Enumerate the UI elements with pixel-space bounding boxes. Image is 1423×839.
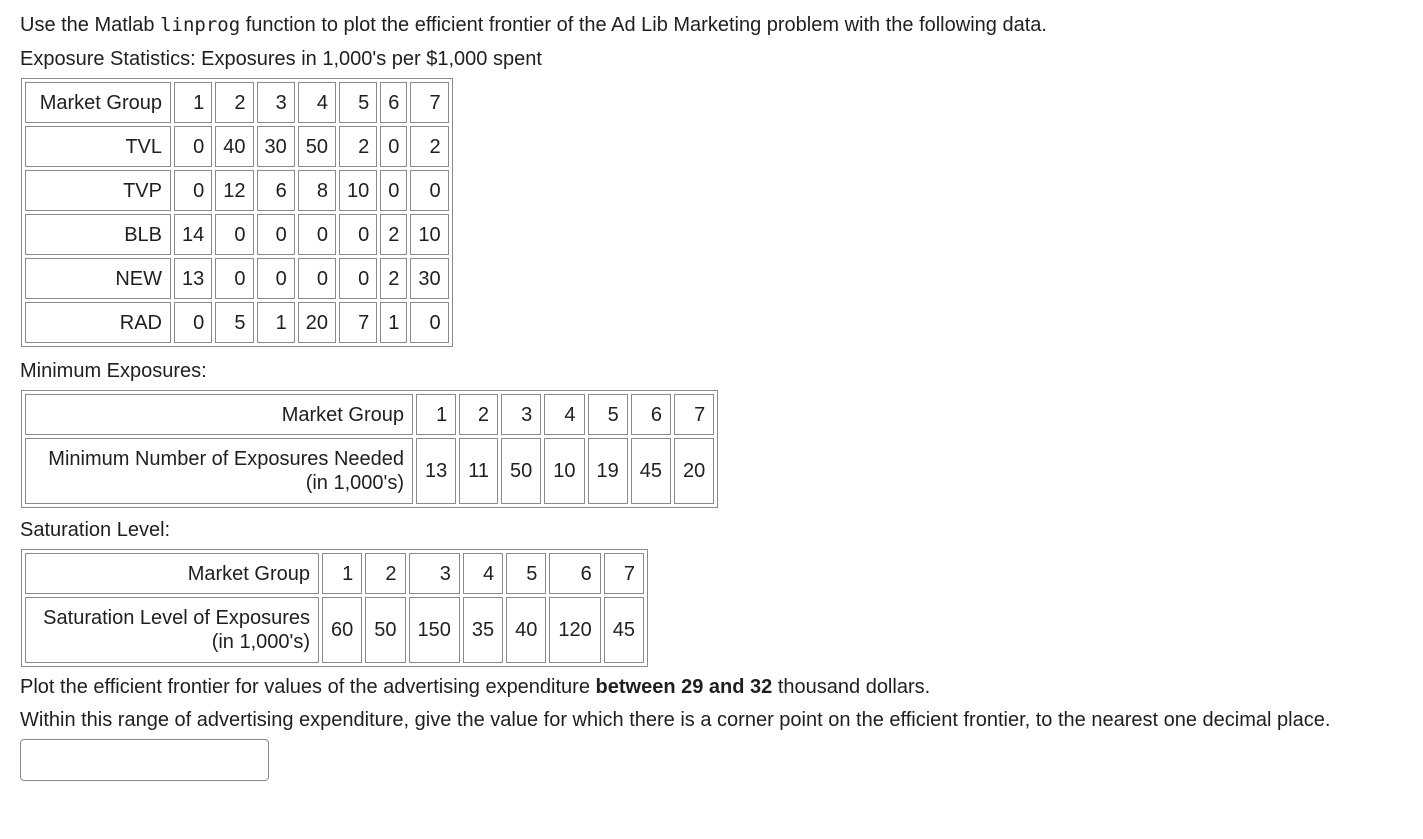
minimum-caption: Minimum Exposures: xyxy=(20,360,207,382)
exposure-group: 7 xyxy=(410,82,448,123)
minimum-header-label: Market Group xyxy=(25,394,413,435)
minimum-values-row xyxy=(25,438,714,504)
cell: 2 xyxy=(339,126,377,167)
saturation-value: 150 xyxy=(409,597,460,663)
saturation-header-label: Market Group xyxy=(25,553,319,594)
exposure-row-tvl xyxy=(25,126,449,167)
cell: 7 xyxy=(339,302,377,343)
minimum-row-label-line1: Minimum Number of Exposures Needed xyxy=(48,448,404,470)
cell: 0 xyxy=(257,214,295,255)
cell: 5 xyxy=(215,302,253,343)
intro-after: function to plot the efficient frontier of the Ad Lib Marketing problem with the following data. xyxy=(240,14,1047,36)
cell: 0 xyxy=(174,302,212,343)
plot-after: thousand dollars. xyxy=(772,676,931,698)
cell: 0 xyxy=(410,302,448,343)
exposure-group: 3 xyxy=(257,82,295,123)
saturation-group: 5 xyxy=(506,553,546,594)
minimum-group: 4 xyxy=(544,394,584,435)
saturation-value: 45 xyxy=(604,597,644,663)
saturation-group: 4 xyxy=(463,553,503,594)
cell: 0 xyxy=(174,126,212,167)
cell: 2 xyxy=(380,258,407,299)
saturation-group: 2 xyxy=(365,553,405,594)
cell: 0 xyxy=(410,170,448,211)
minimum-table xyxy=(21,390,718,508)
row-label: TVP xyxy=(25,170,171,211)
cell: 0 xyxy=(215,214,253,255)
minimum-group: 3 xyxy=(501,394,541,435)
saturation-caption: Saturation Level: xyxy=(20,519,171,541)
cell: 0 xyxy=(380,126,407,167)
cell: 12 xyxy=(215,170,253,211)
exposure-row-tvp xyxy=(25,170,449,211)
minimum-value: 45 xyxy=(631,438,671,504)
cell: 6 xyxy=(257,170,295,211)
exposure-header-row xyxy=(25,82,449,123)
minimum-value: 19 xyxy=(588,438,628,504)
row-label: BLB xyxy=(25,214,171,255)
exposure-group: 2 xyxy=(215,82,253,123)
saturation-group: 6 xyxy=(549,553,600,594)
minimum-row-label xyxy=(25,438,413,504)
minimum-row-label-line2: (in 1,000's) xyxy=(305,472,404,494)
saturation-row-label xyxy=(25,597,319,663)
intro-code: linprog xyxy=(160,14,241,36)
exposure-row-rad xyxy=(25,302,449,343)
exposure-group: 5 xyxy=(339,82,377,123)
cell: 0 xyxy=(257,258,295,299)
row-label: NEW xyxy=(25,258,171,299)
row-label: RAD xyxy=(25,302,171,343)
minimum-group: 5 xyxy=(588,394,628,435)
intro-text xyxy=(20,12,1415,38)
cell: 0 xyxy=(215,258,253,299)
saturation-row-label-line2: (in 1,000's) xyxy=(211,631,310,653)
cell: 2 xyxy=(410,126,448,167)
exposure-header-label: Market Group xyxy=(25,82,171,123)
cell: 0 xyxy=(298,214,336,255)
cell: 1 xyxy=(257,302,295,343)
exposure-group: 1 xyxy=(174,82,212,123)
saturation-row-label-line1: Saturation Level of Exposures xyxy=(43,607,310,629)
saturation-value: 60 xyxy=(322,597,362,663)
minimum-value: 50 xyxy=(501,438,541,504)
cell: 10 xyxy=(410,214,448,255)
cell: 0 xyxy=(298,258,336,299)
cell: 14 xyxy=(174,214,212,255)
plot-before: Plot the efficient frontier for values of the advertising expenditure xyxy=(20,676,596,698)
saturation-value: 40 xyxy=(506,597,546,663)
minimum-group: 6 xyxy=(631,394,671,435)
cell: 20 xyxy=(298,302,336,343)
saturation-value: 50 xyxy=(365,597,405,663)
cell: 30 xyxy=(410,258,448,299)
saturation-group: 7 xyxy=(604,553,644,594)
saturation-value: 35 xyxy=(463,597,503,663)
saturation-values-row xyxy=(25,597,644,663)
answer-input[interactable] xyxy=(20,739,269,781)
cell: 0 xyxy=(380,170,407,211)
intro-before: Use the Matlab xyxy=(20,14,161,36)
cell: 40 xyxy=(215,126,253,167)
cell: 50 xyxy=(298,126,336,167)
cell: 0 xyxy=(339,214,377,255)
exposure-table xyxy=(21,78,453,347)
question-text: Within this range of advertising expenditure, give the value for which there is a corner point on the efficient frontier, to the nearest one decimal place. xyxy=(20,709,1331,731)
problem-content xyxy=(20,12,1415,781)
saturation-group: 1 xyxy=(322,553,362,594)
exposure-row-new xyxy=(25,258,449,299)
cell: 0 xyxy=(339,258,377,299)
minimum-value: 20 xyxy=(674,438,714,504)
row-label: TVL xyxy=(25,126,171,167)
minimum-group: 7 xyxy=(674,394,714,435)
exposure-group: 4 xyxy=(298,82,336,123)
cell: 30 xyxy=(257,126,295,167)
saturation-value: 120 xyxy=(549,597,600,663)
plot-instruction xyxy=(20,674,1415,700)
exposure-group: 6 xyxy=(380,82,407,123)
cell: 8 xyxy=(298,170,336,211)
exposure-row-blb xyxy=(25,214,449,255)
minimum-group: 1 xyxy=(416,394,456,435)
exposure-caption: Exposure Statistics: Exposures in 1,000's per $1,000 spent xyxy=(20,48,542,70)
cell: 10 xyxy=(339,170,377,211)
minimum-value: 11 xyxy=(459,438,498,504)
minimum-group: 2 xyxy=(459,394,498,435)
cell: 1 xyxy=(380,302,407,343)
saturation-header-row xyxy=(25,553,644,594)
cell: 0 xyxy=(174,170,212,211)
cell: 13 xyxy=(174,258,212,299)
minimum-header-row xyxy=(25,394,714,435)
saturation-table xyxy=(21,549,648,667)
cell: 2 xyxy=(380,214,407,255)
minimum-value: 10 xyxy=(544,438,584,504)
saturation-group: 3 xyxy=(409,553,460,594)
minimum-value: 13 xyxy=(416,438,456,504)
plot-range: between 29 and 32 xyxy=(595,676,773,698)
